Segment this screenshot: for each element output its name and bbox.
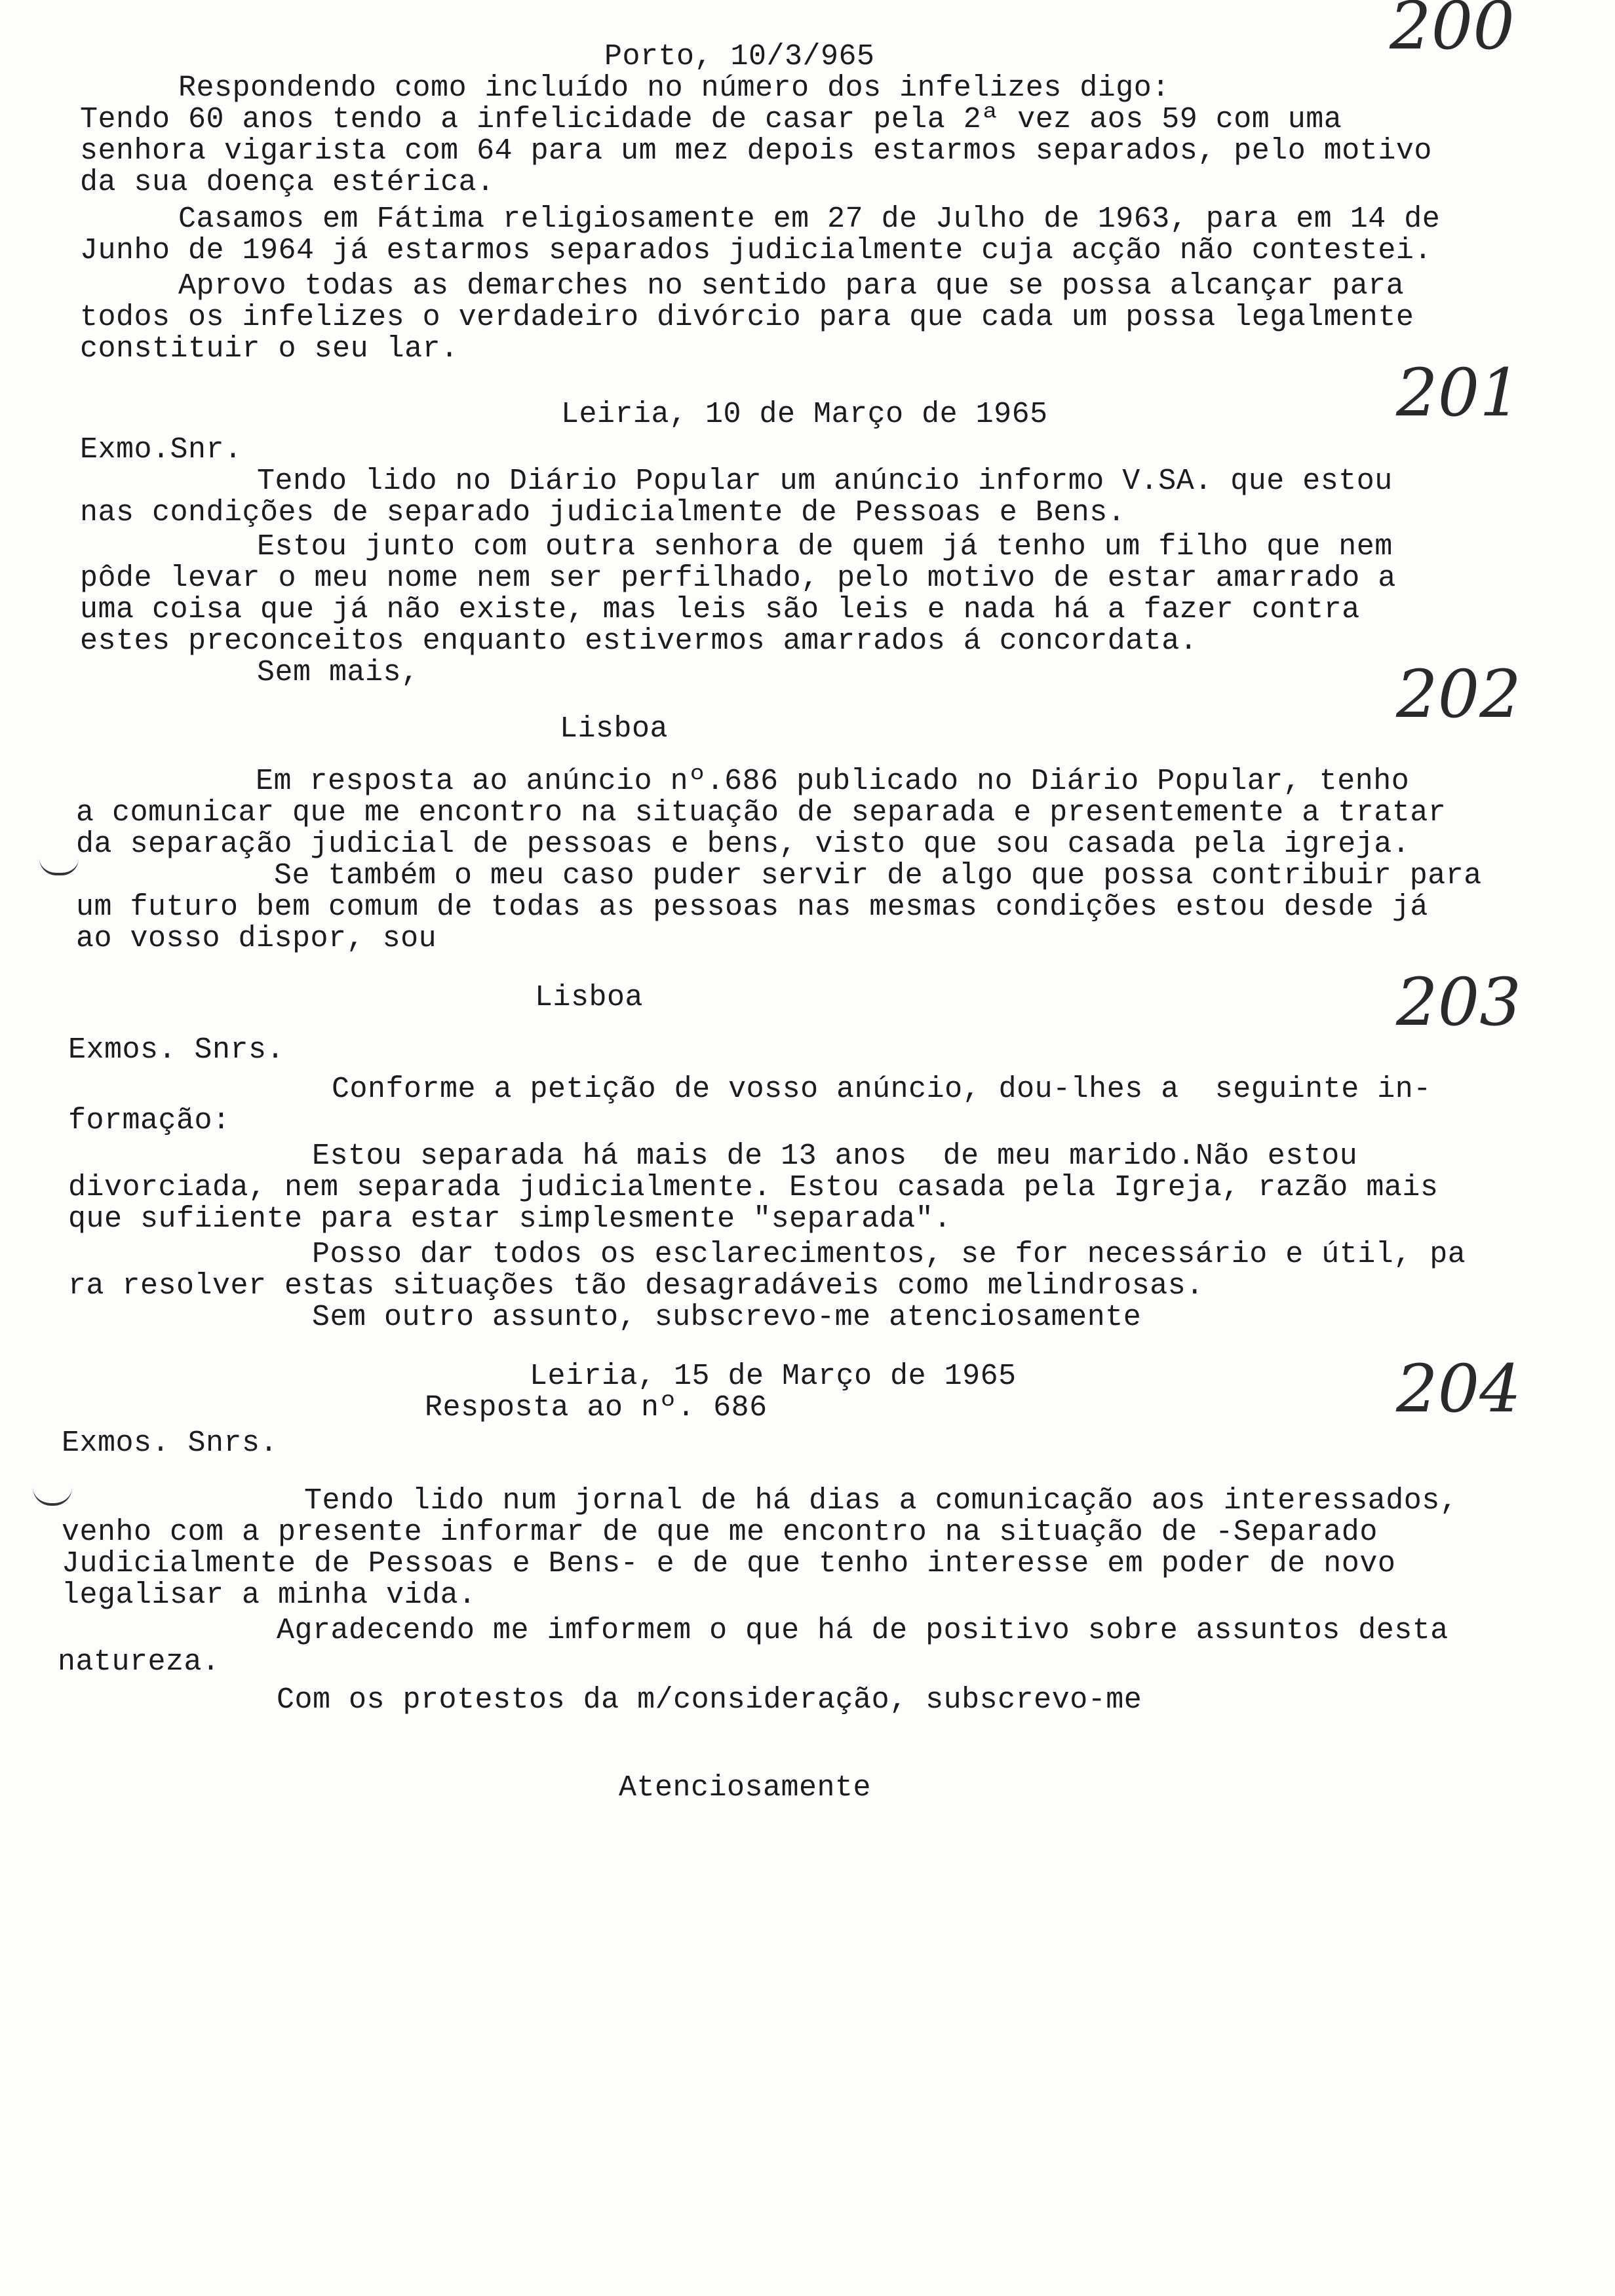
- letter-line: da sua doença estérica.: [80, 166, 495, 199]
- letter-salutation: Exmos. Snrs.: [68, 1033, 285, 1067]
- letter-line: Se também o meu caso puder servir de algo que possa contribuir para: [274, 859, 1482, 892]
- letter-line: venho com a presente informar de que me encontro na situação de -Separado: [62, 1516, 1378, 1549]
- letter-line: Junho de 1964 já estarmos separados judicialmente cuja acção não contestei.: [80, 234, 1432, 267]
- letter-salutation: Exmo.Snr.: [80, 433, 243, 467]
- letter-line: um futuro bem comum de todas as pessoas nas mesmas condições estou desde já: [76, 890, 1428, 924]
- letter-line: divorciada, nem separada judicialmente. Estou casada pela Igreja, razão mais: [68, 1171, 1439, 1204]
- letter-line: Tendo 60 anos tendo a infelicidade de casar pela 2ª vez aos 59 com uma: [80, 103, 1342, 136]
- page-number-200: 200: [1390, 0, 1515, 64]
- letter-line: da separação judicial de pessoas e bens, visto que sou casada pela igreja.: [76, 828, 1411, 861]
- letter-reference: Resposta ao nº. 686: [425, 1391, 768, 1425]
- letter-closing: Atenciosamente: [619, 1771, 872, 1805]
- letter-closing: Sem mais,: [257, 656, 419, 689]
- letter-line: Conforme a petição de vosso anúncio, dou-lhes a seguinte in-: [332, 1073, 1431, 1106]
- letter-date: Lisboa: [535, 981, 644, 1014]
- letter-line: Judicialmente de Pessoas e Bens- e de que tenho interesse em poder de novo: [62, 1547, 1396, 1580]
- letter-line: pôde levar o meu nome nem ser perfilhado, pelo motivo de estar amarrado a: [80, 562, 1396, 595]
- letter-date: Porto, 10/3/965: [604, 40, 875, 73]
- letter-line: Respondendo como incluído no número dos infelizes digo:: [178, 71, 1170, 105]
- letter-line: Agradecendo me imformem o que há de positivo sobre assuntos desta: [277, 1614, 1449, 1647]
- letter-line: Posso dar todos os esclarecimentos, se for necessário e útil, pa: [312, 1238, 1466, 1271]
- letter-line: Casamos em Fátima religiosamente em 27 de Julho de 1963, para em 14 de: [178, 202, 1441, 236]
- letter-line: estes preconceitos enquanto estivermos amarrados á concordata.: [80, 624, 1198, 658]
- letter-line: que sufiiente para estar simplesmente "separada".: [68, 1202, 952, 1236]
- letter-date: Leiria, 15 de Março de 1965: [530, 1360, 1017, 1393]
- margin-mark: [33, 1487, 72, 1506]
- page-number-201: 201: [1396, 354, 1521, 431]
- letter-line: constituir o seu lar.: [80, 332, 459, 366]
- letter-line: Estou separada há mais de 13 anos de meu marido.Não estou: [312, 1139, 1358, 1173]
- letter-line: Aprovo todas as demarches no sentido para que se possa alcançar para: [178, 269, 1405, 303]
- letter-line: uma coisa que já não existe, mas leis são leis e nada há a fazer contra: [80, 593, 1360, 626]
- letter-line: Em resposta ao anúncio nº.686 publicado no Diário Popular, tenho: [256, 765, 1410, 798]
- letter-line: natureza.: [58, 1645, 220, 1679]
- letter-closing: Sem outro assunto, subscrevo-me atenciosamente: [312, 1301, 1142, 1334]
- letter-line: Tendo lido no Diário Popular um anúncio informo V.SA. que estou: [257, 465, 1393, 498]
- letter-line: ao vosso dispor, sou: [76, 922, 437, 955]
- margin-mark: [39, 858, 79, 875]
- letter-line: Com os protestos da m/consideração, subscrevo-me: [277, 1683, 1142, 1717]
- letter-line: nas condições de separado judicialmente de Pessoas e Bens.: [80, 496, 1126, 529]
- page-number-203: 203: [1396, 964, 1521, 1041]
- letter-line: senhora vigarista com 64 para um mez depois estarmos separados, pelo motivo: [80, 134, 1432, 168]
- letter-salutation: Exmos. Snrs.: [62, 1426, 279, 1460]
- page-number-202: 202: [1396, 656, 1521, 733]
- letter-line: formação:: [68, 1104, 231, 1138]
- letter-line: Tendo lido num jornal de há dias a comunicação aos interessados,: [304, 1484, 1458, 1518]
- letter-line: legalisar a minha vida.: [62, 1578, 477, 1612]
- letter-date: Leiria, 10 de Março de 1965: [561, 398, 1048, 431]
- letter-line: Estou junto com outra senhora de quem já tenho um filho que nem: [257, 530, 1393, 564]
- letter-date: Lisboa: [560, 712, 669, 746]
- letter-line: a comunicar que me encontro na situação de separada e presentemente a tratar: [76, 796, 1447, 830]
- page-number-204: 204: [1396, 1350, 1521, 1427]
- letter-line: ra resolver estas situações tão desagradáveis como melindrosas.: [68, 1269, 1204, 1303]
- letter-line: todos os infelizes o verdadeiro divórcio para que cada um possa legalmente: [80, 301, 1414, 334]
